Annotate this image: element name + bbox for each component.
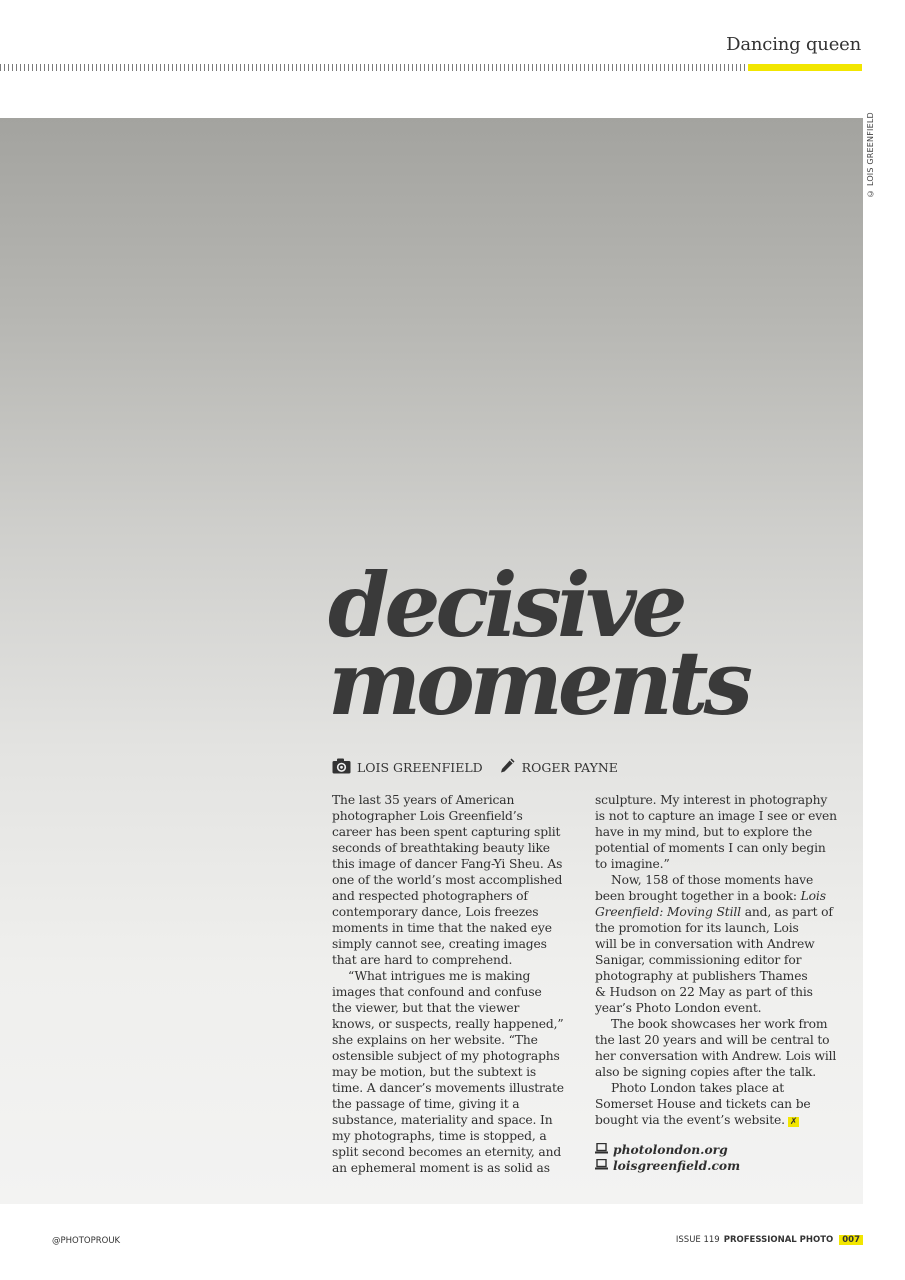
body-line: simply cannot see, creating images [332,937,547,951]
laptop-icon [595,1142,608,1158]
body-line: The last 35 years of American [332,793,515,807]
body-line: career has been spent capturing split [332,825,561,839]
body-line: her conversation with Andrew. Lois will [595,1049,837,1063]
footer-issue: ISSUE 119 [675,1235,720,1245]
link-label[interactable]: loisgreenfield.com [613,1158,741,1173]
link-photolondon[interactable] [595,1142,740,1158]
byline-writer: ROGER PAYNE [521,759,618,775]
body-line: images that confound and confuse [332,985,542,999]
laptop-icon [595,1158,608,1174]
body-line: Sanigar, commissioning editor for [595,953,802,967]
body-line: contemporary dance, Lois freezes [332,905,539,919]
body-line: knows, or suspects, really happened,” [332,1017,564,1031]
camera-icon [332,758,351,777]
body-line: the passage of time, giving it a [332,1097,520,1111]
body-line: have in my mind, but to explore the [595,825,813,839]
body-line: “What intrigues me is making [348,969,531,983]
body-line: one of the world’s most accomplished [332,873,563,887]
web-links [595,1142,740,1174]
body-line: my photographs, time is stopped, a [332,1129,547,1143]
body-line: Photo London takes place at [611,1081,785,1095]
body-line: year’s Photo London event. [595,1001,762,1015]
body-line [595,888,827,904]
book-title-part-2: Greenfield: Moving Still [595,905,741,919]
body-text: bought via the event’s website. [595,1113,785,1127]
body-column-2 [595,792,837,1128]
body-line: ostensible subject of my photographs [332,1049,560,1063]
body-line: to imagine.” [595,857,670,871]
body-line: and respected photographers of [332,889,528,903]
body-line: substance, materiality and space. In [332,1113,553,1127]
footer-magazine: PROFESSIONAL PHOTO [723,1235,834,1245]
body-line: The book showcases her work from [611,1017,828,1031]
body-line: she explains on her website. “The [332,1033,538,1047]
body-line: this image of dancer Fang-Yi Sheu. As [332,857,563,871]
book-title-part-1: Lois [800,889,826,903]
body-line: an ephemeral moment is as solid as [332,1161,550,1175]
body-line: is not to capture an image I see or even [595,809,837,823]
byline-photographer: LOIS GREENFIELD [357,759,483,775]
link-label[interactable]: photolondon.org [613,1142,728,1157]
body-text: been brought together in a book: [595,889,797,903]
body-line: & Hudson on 22 May as part of this [595,985,813,999]
headline [328,553,768,735]
body-line: may be motion, but the subtext is [332,1065,537,1079]
body-line: the viewer, but that the viewer [332,1001,520,1015]
body-line [595,1112,827,1128]
body-line: Now, 158 of those moments have [611,873,814,887]
body-line: potential of moments I can only begin [595,841,826,855]
end-mark-icon: ✗ [789,1117,798,1127]
section-title: Dancing queen [726,34,861,55]
body-line: seconds of breathtaking beauty like [332,841,550,855]
page-number: 007 [839,1235,863,1245]
header-rule-accent [748,64,862,71]
byline [332,757,618,777]
footer-folio [676,1235,863,1245]
body-line: photography at publishers Thames [595,969,808,983]
body-line: Somerset House and tickets can be [595,1097,811,1111]
body-line: photographer Lois Greenfield’s [332,809,523,823]
link-loisgreenfield[interactable] [595,1158,740,1174]
body-line: the promotion for its launch, Lois [595,921,799,935]
photo-credit: © LOIS GREENFIELD [866,112,875,198]
body-line: that are hard to comprehend. [332,953,513,967]
body-line: split second becomes an eternity, and [332,1145,562,1159]
body-column-1 [332,792,564,1176]
body-line: will be in conversation with Andrew [595,937,815,951]
body-line: moments in time that the naked eye [332,921,552,935]
header-rule-ticks [0,64,745,71]
body-line [595,904,833,920]
body-line: the last 20 years and will be central to [595,1033,830,1047]
headline-line-2: moments [328,631,749,735]
body-text: and, as part of [744,905,833,919]
pen-icon [499,757,516,777]
footer-handle: @PHOTOPROUK [52,1236,121,1246]
body-line: sculpture. My interest in photography [595,793,828,807]
body-line: also be signing copies after the talk. [595,1065,817,1079]
body-line: time. A dancer’s movements illustrate [332,1081,564,1095]
headline-line-1: decisive [328,553,683,657]
